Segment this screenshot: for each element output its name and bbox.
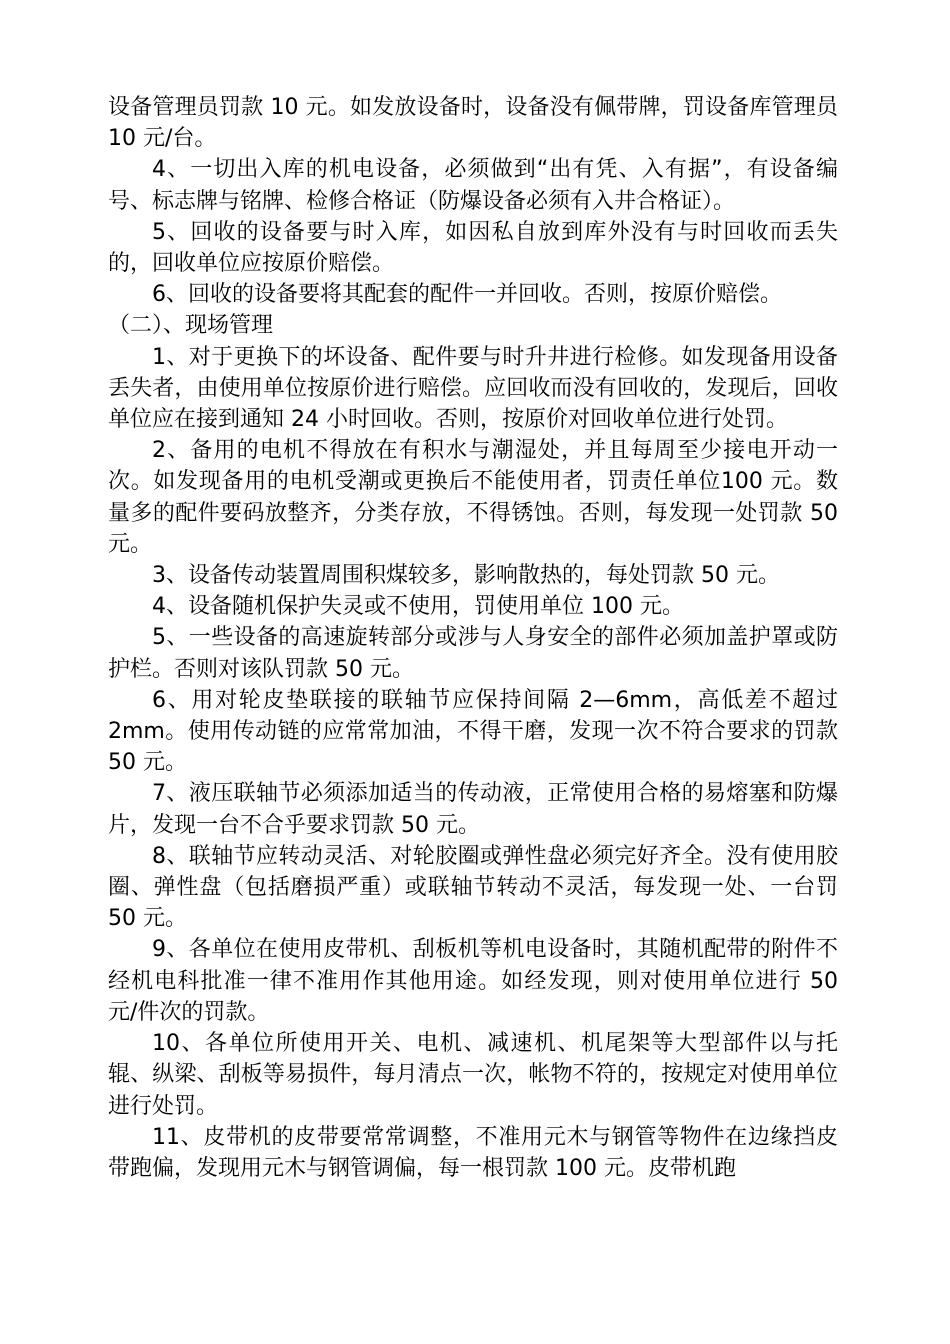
paragraph-item-4: 4、一切出入库的机电设备，必须做到“出有凭、入有据”，有设备编号、标志牌与铭牌、检修合格证（防爆设备必须有入井合格证）。 xyxy=(108,157,838,214)
paragraph-item-5: 5、回收的设备要与时入库，如因私自放到库外没有与时回收而丢失的，回收单位应按原价赔偿。 xyxy=(108,219,838,277)
document-page xyxy=(108,92,838,1184)
paragraph-site-item-11: 11、皮带机的皮带要常常调整，不准用元木与钢管等物件在边缘挡皮带跑偏，发现用元木与钢管调偏，每一根罚款 100 元。皮带机跑 xyxy=(108,1124,838,1181)
paragraph-site-item-10: 10、各单位所使用开关、电机、减速机、机尾架等大型部件以与托辊、纵梁、刮板等易损件，每月清点一次，帐物不符的，按规定对使用单位进行处罚。 xyxy=(108,1031,838,1119)
paragraph-continuation: 设备管理员罚款 10 元。如发放设备时，设备没有佩带牌，罚设备库管理员 10 元/台。 xyxy=(108,95,838,152)
paragraph-site-item-3: 3、设备传动装置周围积煤较多，影响散热的，每处罚款 50 元。 xyxy=(152,563,780,589)
paragraph-site-item-1: 1、对于更换下的坏设备、配件要与时升井进行检修。如发现备用设备丢失者，由使用单位按原价进行赔偿。应回收而没有回收的，发现后，回收单位应在接到通知 24 小时回收。否则，按原价对回收单位进行处罚。 xyxy=(108,344,838,433)
paragraph-site-item-7: 7、液压联轴节必须添加适当的传动液，正常使用合格的易熔塞和防爆片，发现一台不合乎要求罚款 50 元。 xyxy=(108,781,838,838)
paragraph-site-item-9: 9、各单位在使用皮带机、刮板机等机电设备时，其随机配带的附件不经机电科批准一律不准用作其他用途。如经发现，则对使用单位进行 50 元/件次的罚款。 xyxy=(108,937,838,1025)
paragraph-site-item-4: 4、设备随机保护失灵或不使用，罚使用单位 100 元。 xyxy=(152,594,684,620)
paragraph-site-item-6: 6、用对轮皮垫联接的联轴节应保持间隔 2—6mm，高低差不超过 2mm。使用传动链的应常常加油，不得干磨，发现一次不符合要求的罚款 50 元。 xyxy=(108,687,838,776)
paragraph-site-item-8: 8、联轴节应转动灵活、对轮胶圈或弹性盘必须完好齐全。没有使用胶圈、弹性盘（包括磨损严重）或联轴节转动不灵活，每发现一处、一台罚 50 元。 xyxy=(108,843,838,932)
paragraph-site-item-2: 2、备用的电机不得放在有积水与潮湿处，并且每周至少接电开动一次。如发现备用的电机受潮或更换后不能使用者，罚责任单位100 元。数量多的配件要码放整齐，分类存放，不得锈蚀。否则，每发现一处罚款 50 元。 xyxy=(108,438,838,557)
section-heading: （二）、现场管理 xyxy=(108,313,274,339)
paragraph-item-6: 6、回收的设备要将其配套的配件一并回收。否则，按原价赔偿。 xyxy=(152,282,782,308)
paragraph-site-item-5: 5、一些设备的高速旋转部分或涉与人身安全的部件必须加盖护罩或防护栏。否则对该队罚款 50 元。 xyxy=(108,625,838,682)
